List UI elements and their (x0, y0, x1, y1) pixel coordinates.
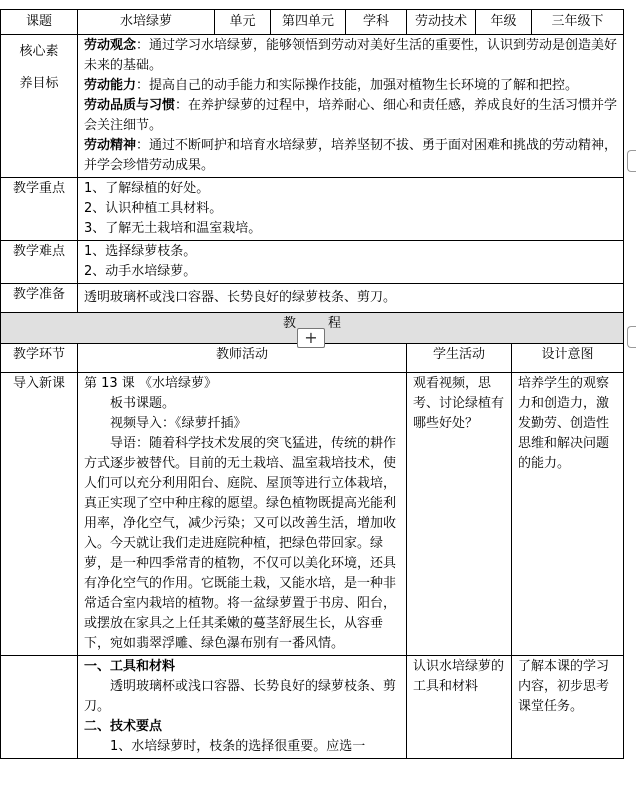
process-title-right: 程 (328, 316, 342, 331)
core-label-line2: 养目标 (19, 76, 59, 91)
preparation-row (1, 284, 624, 313)
core-item-text: ：通过学习水培绿萝，能够领悟到劳动对美好生活的重要性，认识到劳动是创造美好未来的基础。 (84, 38, 618, 73)
teacher-cell (78, 373, 407, 656)
lesson-plan-table (0, 9, 624, 759)
table-row (1, 656, 624, 759)
core-item (84, 76, 617, 96)
key-points-content (78, 178, 624, 241)
core-literacy-label (1, 35, 78, 178)
list-item: 2、认识种植工具材料。 (84, 201, 223, 216)
difficulties-label: 教学难点 (1, 241, 78, 284)
difficulties-content (78, 241, 624, 284)
list-item: 2、动手水培绿萝。 (84, 264, 197, 279)
teacher-line: 板书课题。 (110, 396, 176, 411)
side-tab-handle[interactable] (627, 326, 636, 348)
teacher-line: 视频导入：《绿萝扦插》 (110, 416, 247, 431)
core-item-text: ：提高自己的动手能力和实际操作技能，加强对植物生长环境的了解和把控。 (136, 78, 579, 93)
lesson-title: 第 13 课 《水培绿萝》 (84, 376, 217, 391)
core-item (84, 36, 617, 76)
core-item-text: ：在养护绿萝的过程中，培养耐心、细心和责任感，养成良好的生活习惯并学会关注细节。 (84, 98, 618, 133)
teacher-cell (78, 656, 407, 759)
table-row (1, 373, 624, 656)
teacher-line: 1、水培绿萝时，枝条的选择很重要。应选一 (110, 739, 366, 754)
list-item: 1、了解绿植的好处。 (84, 181, 210, 196)
preparation-label: 教学准备 (1, 284, 78, 313)
core-item (84, 96, 617, 136)
header-row (1, 10, 624, 35)
topic-value: 水培绿萝 (78, 10, 215, 35)
core-item-title: 劳动能力 (84, 78, 137, 93)
subject-label: 学科 (346, 10, 407, 35)
core-item-title: 劳动品质与习惯 (84, 98, 176, 113)
list-item: 3、了解无土栽培和温室栽培。 (84, 221, 262, 236)
student-cell: 观看视频，思考、讨论绿植有哪些好处？ (407, 373, 512, 656)
section-title: 二、技术要点 (84, 719, 163, 734)
col-intent: 设计意图 (512, 344, 624, 373)
col-teacher: 教师活动 (78, 344, 407, 373)
student-cell: 认识水培绿萝的工具和材料 (407, 656, 512, 759)
unit-label: 单元 (215, 10, 271, 35)
grade-value: 三年级下 (532, 10, 624, 35)
subject-value: 劳动技术 (407, 10, 476, 35)
col-student: 学生活动 (407, 344, 512, 373)
core-item-title: 劳动精神 (84, 138, 137, 153)
preparation-content: 透明玻璃杯或浅口容器、长势良好的绿萝枝条、剪刀。 (78, 284, 624, 313)
section-title: 一、工具和材料 (84, 659, 176, 674)
intent-cell: 培养学生的观察力和创造力，激发勤劳、创造性思维和解决问题的能力。 (512, 373, 624, 656)
teacher-line: 透明玻璃杯或浅口容器、长势良好的绿萝枝条、剪刀。 (84, 679, 397, 714)
teacher-line: 导语：随着科学技术发展的突飞猛进，传统的耕作方式逐步被替代。目前的无土栽培、温室栽培技术，使人们可以充分利用阳台、庭院、屋顶等进行立体栽培，真正实现了空中种庄稼的愿望。绿色植物既提高光能利用率，净化空气，减少污染；又可以改善生活，增加收入。今天就让我们走进庭院种植，把绿色带回家。绿萝，是一种四季常青的植物，不仅可以美化环境，还具有净化空气的作用。它既能土栽，又能水培，是一种非常适合室内栽培的植物。将一盆绿萝置于书房、阳台，或摆放在家具之上任其柔嫩的蔓茎舒展生长，从容垂下，宛如翡翠浮雕、绿色瀑布别有一番风情。 (84, 436, 397, 651)
grade-label: 年级 (476, 10, 532, 35)
col-stage: 教学环节 (1, 344, 78, 373)
unit-value: 第四单元 (271, 10, 346, 35)
core-literacy-row (1, 35, 624, 178)
key-points-label: 教学重点 (1, 178, 78, 241)
core-label-line1: 核心素 (19, 44, 59, 59)
side-tab-handle[interactable] (627, 150, 636, 172)
stage-cell (1, 656, 78, 759)
core-item-text: ：通过不断呵护和培育水培绿萝，培养坚韧不拔、勇于面对困难和挑战的劳动精神，并学会珍惜劳动成果。 (84, 138, 618, 173)
add-row-button[interactable]: + (297, 328, 325, 348)
list-item: 1、选择绿萝枝条。 (84, 244, 197, 259)
topic-label: 课题 (1, 10, 78, 35)
core-item-title: 劳动观念 (84, 38, 137, 53)
process-title-left: 教 (283, 316, 297, 331)
stage-cell: 导入新课 (1, 373, 78, 656)
difficulties-row (1, 241, 624, 284)
core-item (84, 136, 617, 176)
core-literacy-content (78, 35, 624, 178)
intent-cell: 了解本课的学习内容，初步思考课堂任务。 (512, 656, 624, 759)
key-points-row (1, 178, 624, 241)
